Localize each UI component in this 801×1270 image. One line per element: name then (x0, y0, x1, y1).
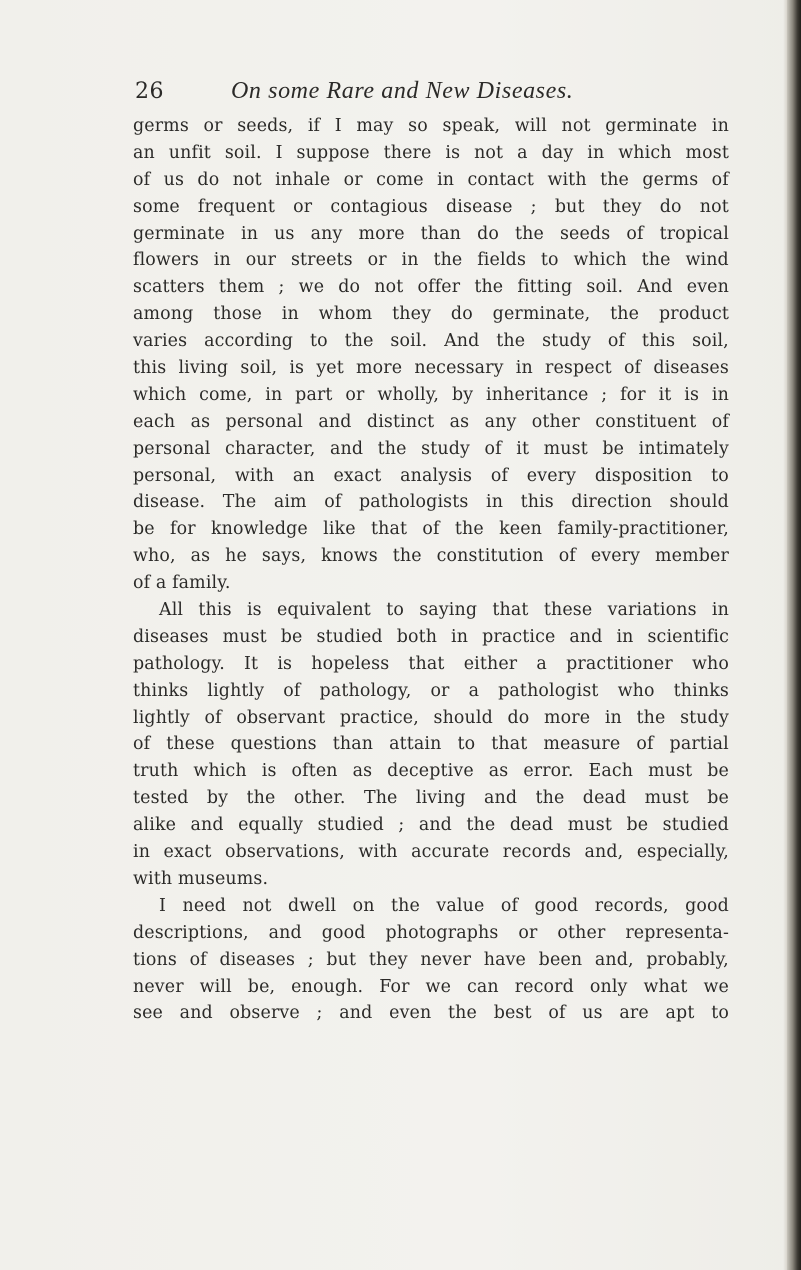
text-line: which come, in part or wholly, by inheritance ; for it is in (133, 384, 729, 405)
text-line: of us do not inhale or come in contact with the germs of (133, 169, 729, 190)
text-line: I need not dwell on the value of good records, good (159, 895, 729, 916)
text-line: be for knowledge like that of the keen family-practitioner, (133, 519, 729, 540)
text-line: alike and equally studied ; and the dead must be studied (133, 815, 729, 836)
text-line: of a family. (133, 573, 231, 594)
text-line: each as personal and distinct as any other constituent of (133, 411, 729, 432)
text-line: lightly of observant practice, should do more in the study (133, 707, 729, 728)
text-line: All this is equivalent to saying that these variations in (159, 600, 729, 621)
text-line: personal character, and the study of it must be intimately (133, 438, 729, 459)
text-line: thinks lightly of pathology, or a pathologist who thinks (133, 680, 729, 701)
text-line: flowers in our streets or in the fields to which the wind (133, 250, 729, 271)
text-line: germinate in us any more than do the seeds of tropical (133, 223, 729, 244)
text-line: germs or seeds, if I may so speak, will not germinate in (133, 116, 729, 136)
text-line: tions of diseases ; but they never have been and, probably, (133, 949, 729, 970)
text-line: in exact observations, with accurate records and, especially, (133, 842, 729, 863)
text-line: pathology. It is hopeless that either a practitioner who (133, 653, 729, 674)
text-line: scatters them ; we do not offer the fitting soil. And even (133, 277, 729, 298)
text-line: diseases must be studied both in practice and in scientific (133, 626, 729, 647)
text-line: this living soil, is yet more necessary in respect of diseases (133, 358, 729, 379)
page-number: 26 (135, 79, 164, 104)
text-line: never will be, enough. For we can record only what we (133, 976, 729, 997)
running-title: On some Rare and New Diseases. (231, 78, 574, 104)
text-line: varies according to the soil. And the study of this soil, (133, 331, 729, 352)
text-line: tested by the other. The living and the dead must be (133, 788, 729, 809)
text-line: an unfit soil. I suppose there is not a day in which most (133, 142, 729, 163)
text-line: who, as he says, knows the constitution of every member (133, 546, 729, 567)
body-text (133, 113, 729, 1027)
text-line: truth which is often as deceptive as error. Each must be (133, 761, 729, 782)
page-edge-shadow (787, 0, 801, 1270)
text-line: descriptions, and good photographs or other representa- (133, 922, 729, 943)
text-line: with museums. (133, 868, 269, 889)
text-line: personal, with an exact analysis of every disposition to (133, 465, 729, 486)
running-head (135, 78, 735, 105)
text-line: disease. The aim of pathologists in this direction should (133, 492, 729, 513)
text-line: of these questions than attain to that measure of partial (133, 734, 729, 755)
text-line: some frequent or contagious disease ; but they do not (133, 196, 729, 217)
text-line: among those in whom they do germinate, the product (133, 304, 729, 325)
text-line: see and observe ; and even the best of us are apt to (133, 1003, 729, 1024)
